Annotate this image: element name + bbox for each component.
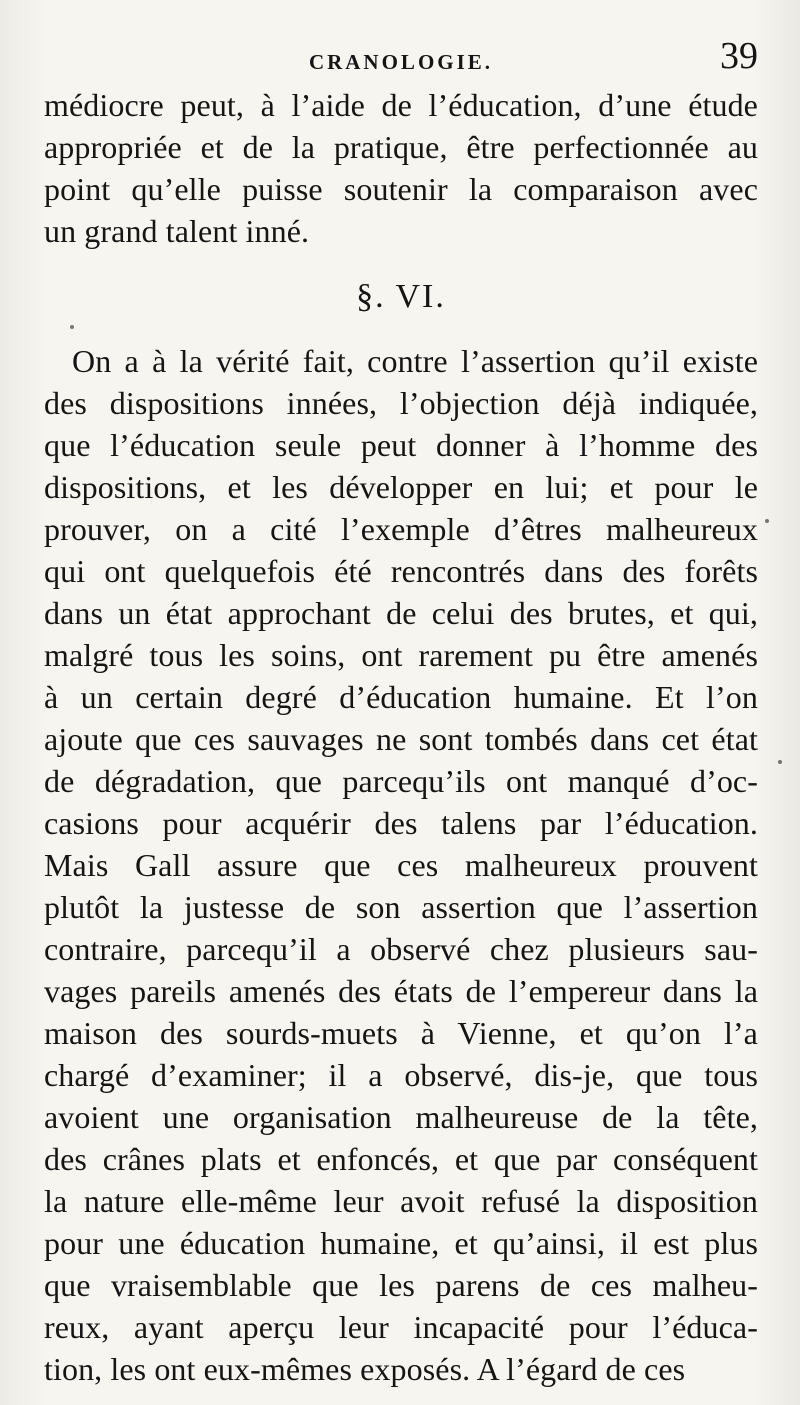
text-line: casions pour acquérir des talens par l’éducation.	[44, 805, 758, 841]
text-line: avoient une organisation malheureuse de la tête,	[44, 1099, 758, 1135]
text-line: de dégradation, que parcequ’ils ont manqué d’oc-	[44, 763, 758, 799]
text-line: maison des sourds-muets à Vienne, et qu’on l’a	[44, 1015, 758, 1051]
text-line: pour une éducation humaine, et qu’ainsi, il est plus	[44, 1225, 758, 1261]
text-line: dans un état approchant de celui des brutes, et qui,	[44, 595, 758, 631]
text-line: tion, les ont eux-mêmes exposés. A l’égard de ces	[44, 1351, 686, 1387]
text-line: vages pareils amenés des états de l’empereur dans la	[44, 973, 758, 1009]
text-line: chargé d’examiner; il a observé, dis-je, que tous	[44, 1057, 758, 1093]
text-line: contraire, parcequ’il a observé chez plusieurs sau-	[44, 931, 758, 967]
text-line: plutôt la justesse de son assertion que l’assertion	[44, 889, 758, 925]
text-line: malgré tous les soins, ont rarement pu être amenés	[44, 637, 758, 673]
text-line: des dispositions innées, l’objection déjà indiquée,	[44, 385, 758, 421]
ink-speck	[778, 760, 782, 764]
text-line: appropriée et de la pratique, être perfectionnée au	[44, 129, 758, 165]
text-line: que l’éducation seule peut donner à l’homme des	[44, 427, 758, 463]
ink-speck	[765, 519, 769, 523]
text-line: reux, ayant aperçu leur incapacité pour l’éduca-	[44, 1309, 758, 1345]
running-title: CRANOLOGIE.	[308, 50, 494, 74]
text-line: dispositions, et les développer en lui; et pour le	[44, 469, 758, 505]
page-header	[44, 32, 758, 84]
ink-speck	[70, 325, 74, 329]
text-line: Mais Gall assure que ces malheureux prouvent	[44, 847, 758, 883]
text-line: la nature elle-même leur avoit refusé la disposition	[44, 1183, 758, 1219]
text-line: médiocre peut, à l’aide de l’éducation, d’une étude	[44, 87, 758, 123]
text-line: à un certain degré d’éducation humaine. Et l’on	[44, 679, 758, 715]
section-heading: §. VI.	[356, 278, 446, 315]
text-line: des crânes plats et enfoncés, et que par conséquent	[44, 1141, 758, 1177]
text-line: ajoute que ces sauvages ne sont tombés dans cet état	[44, 721, 758, 757]
text-line: point qu’elle puisse soutenir la comparaison avec	[44, 171, 758, 207]
text-line: On a à la vérité fait, contre l’assertion qu’il existe	[72, 343, 758, 379]
page-number: 39	[720, 35, 758, 77]
body-text	[44, 84, 758, 1390]
text-line: que vraisemblable que les parens de ces malheu-	[44, 1267, 758, 1303]
text-line: prouver, on a cité l’exemple d’êtres malheureux	[44, 511, 758, 547]
text-line: qui ont quelquefois été rencontrés dans des forêts	[44, 553, 758, 589]
text-line: un grand talent inné.	[44, 213, 310, 249]
